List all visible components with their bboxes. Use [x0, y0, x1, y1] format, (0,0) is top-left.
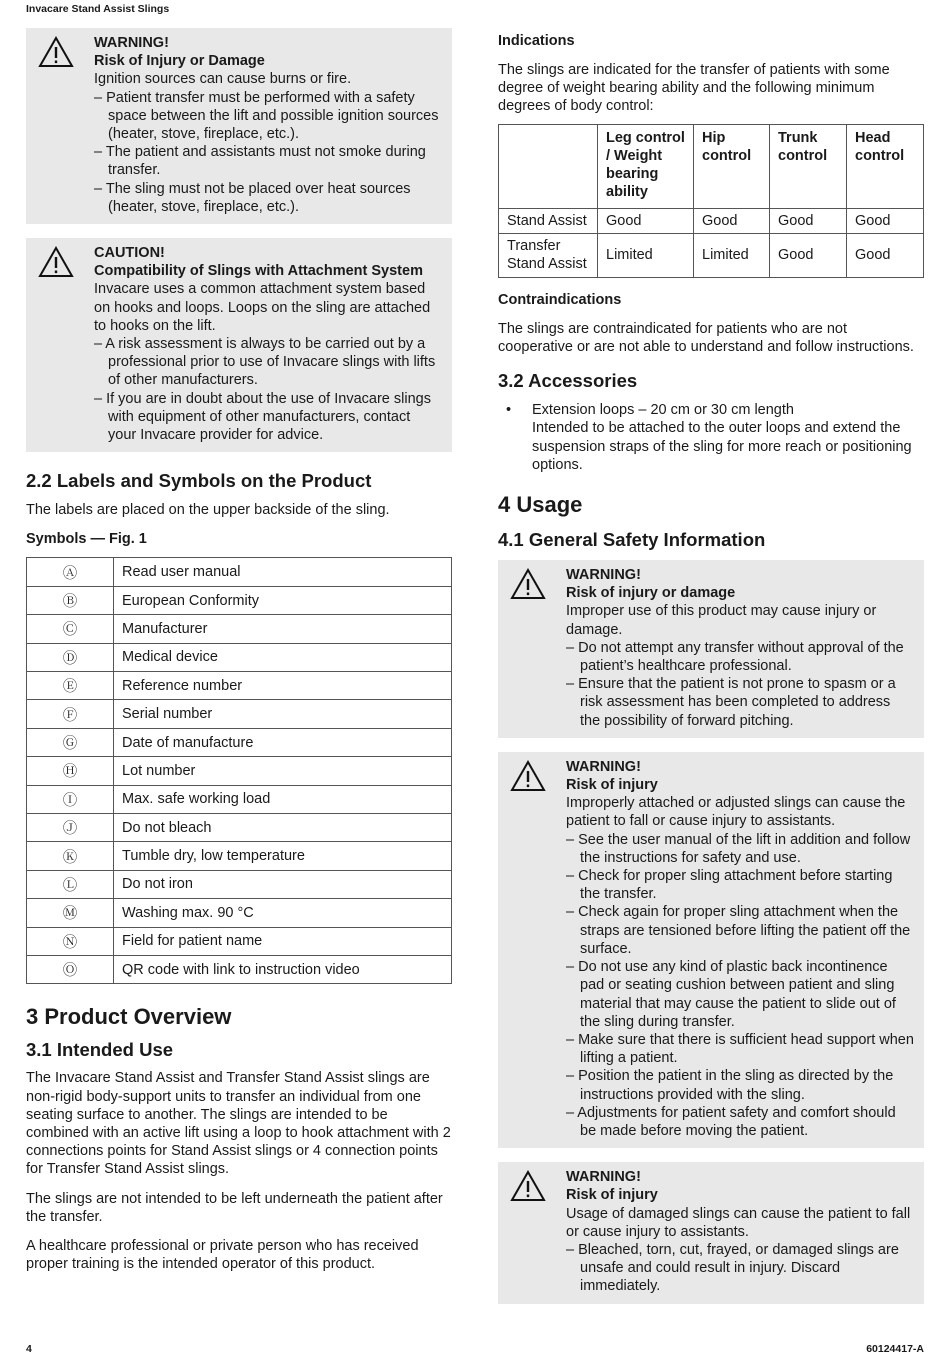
notice-list [94, 89, 442, 216]
symbol-letter: Ⓔ [27, 672, 114, 700]
symbol-description: Manufacturer [114, 615, 452, 643]
symbol-row [27, 842, 452, 870]
notice-kind: WARNING! [566, 758, 641, 775]
table-row [499, 208, 924, 233]
document-number: 60124417-A [866, 1343, 924, 1355]
warning-triangle-icon [38, 36, 74, 68]
notice-list-item: – Adjustments for patient safety and comfort should be made before moving the patient. [566, 1104, 914, 1140]
notice-intro: Ignition sources can cause burns or fire. [94, 71, 352, 88]
body-control-table [498, 124, 924, 278]
symbol-description: QR code with link to instruction video [114, 955, 452, 983]
bullet: • [506, 402, 512, 419]
symbol-letter: Ⓖ [27, 728, 114, 756]
symbol-row [27, 955, 452, 983]
notice-list-item: – Bleached, torn, cut, frayed, or damaged slings are unsafe and could result in injury. Discard immediately. [566, 1241, 914, 1296]
notice-intro: Usage of damaged slings can cause the patient to fall or cause injury to assistants. [566, 1205, 911, 1240]
notice-list-item: – Patient transfer must be performed with a safety space between the lift and possible ignition sources (heater, stove, fireplace, etc.). [94, 89, 442, 144]
symbol-row [27, 643, 452, 671]
table-cell: Good [770, 208, 847, 233]
caution-notice-compatibility [26, 238, 452, 452]
symbol-letter: Ⓘ [27, 785, 114, 813]
symbols-caption: Symbols — Fig. 1 [26, 531, 147, 548]
symbol-letter: Ⓝ [27, 927, 114, 955]
notice-list [566, 831, 914, 1140]
warning-notice-attachment [498, 752, 924, 1148]
notice-list [94, 335, 442, 444]
table-header-cell [499, 124, 598, 208]
symbol-row [27, 586, 452, 614]
table-cell: Good [847, 208, 924, 233]
labels-text: The labels are placed on the upper backside of the sling. [26, 502, 390, 519]
warning-notice-improper-use [498, 560, 924, 738]
symbol-row [27, 700, 452, 728]
left-column [26, 28, 452, 1273]
notice-list-item: – Check for proper sling attachment before starting the transfer. [566, 867, 914, 903]
notice-kind: WARNING! [566, 1169, 641, 1186]
notice-intro: Improperly attached or adjusted slings can cause the patient to fall or cause injury to assistants. [566, 795, 906, 830]
intended-use-paragraph-3: A healthcare professional or private person who has received proper training is the intended operator of this product. [26, 1237, 419, 1273]
symbol-letter: Ⓚ [27, 842, 114, 870]
page-number: 4 [26, 1343, 32, 1355]
symbol-letter: Ⓓ [27, 643, 114, 671]
warning-triangle-icon [38, 246, 74, 278]
table-cell: Good [770, 233, 847, 277]
notice-list-item: – Position the patient in the sling as directed by the instructions provided with the sling. [566, 1067, 914, 1103]
notice-title: Risk of injury [566, 777, 658, 794]
table-header-cell: Head control [847, 124, 924, 208]
symbol-description: Do not iron [114, 870, 452, 898]
symbol-letter: Ⓞ [27, 955, 114, 983]
contraindications-heading: Contraindications [498, 291, 622, 308]
symbol-description: Max. safe working load [114, 785, 452, 813]
symbol-row [27, 785, 452, 813]
warning-triangle-icon [510, 760, 546, 792]
table-header-row [499, 124, 924, 208]
symbol-letter: Ⓕ [27, 700, 114, 728]
symbol-description: Do not bleach [114, 813, 452, 841]
notice-list-item: – The patient and assistants must not smoke during transfer. [94, 143, 442, 179]
symbol-letter: Ⓗ [27, 757, 114, 785]
table-row-label: Transfer Stand Assist [499, 233, 598, 277]
symbol-row [27, 927, 452, 955]
notice-title: Compatibility of Slings with Attachment System [94, 263, 423, 280]
symbol-row [27, 672, 452, 700]
notice-list [566, 639, 914, 730]
indications-heading: Indications [498, 33, 575, 49]
notice-kind: CAUTION! [94, 245, 165, 262]
table-cell: Good [847, 233, 924, 277]
symbol-description: Tumble dry, low temperature [114, 842, 452, 870]
section-heading-general-safety: 4.1 General Safety Information [498, 529, 766, 551]
symbol-description: Medical device [114, 643, 452, 671]
symbol-description: Field for patient name [114, 927, 452, 955]
symbol-row [27, 870, 452, 898]
warning-notice-ignition [26, 28, 452, 224]
symbol-description: Serial number [114, 700, 452, 728]
notice-list-item: – Do not use any kind of plastic back incontinence pad or seating cushion between patient and sling material that may cause the patient to slide out of the sling during transfer. [566, 958, 914, 1031]
symbols-table [26, 557, 452, 984]
symbol-letter: Ⓛ [27, 870, 114, 898]
intended-use-paragraph-2: The slings are not intended to be left underneath the patient after the transfer. [26, 1190, 443, 1225]
symbol-letter: Ⓙ [27, 813, 114, 841]
symbol-row [27, 757, 452, 785]
notice-list-item: – A risk assessment is always to be carried out by a professional prior to use of Invacare slings with lifts of other manufacturers. [94, 335, 442, 390]
notice-kind: WARNING! [94, 35, 169, 51]
contraindications-text: The slings are contraindicated for patients who are not cooperative or are not able to understand and follow instructions. [498, 320, 914, 356]
notice-intro: Invacare uses a common attachment system based on hooks and loops. Loops on the sling are attached to hooks on the lift. [94, 281, 431, 334]
table-cell: Good [598, 208, 694, 233]
table-cell: Limited [598, 233, 694, 277]
symbol-description: Lot number [114, 757, 452, 785]
notice-list-item: – The sling must not be placed over heat sources (heater, stove, fireplace, etc.). [94, 180, 442, 216]
warning-notice-damaged-slings [498, 1162, 924, 1303]
symbol-letter: Ⓐ [27, 558, 114, 586]
symbol-description: Date of manufacture [114, 728, 452, 756]
accessory-text: Intended to be attached to the outer loops and extend the suspension straps of the sling for more reach or positioning options. [532, 420, 912, 473]
running-header: Invacare Stand Assist Slings [26, 3, 170, 15]
accessory-item [498, 401, 924, 474]
symbol-letter: Ⓒ [27, 615, 114, 643]
notice-list-item: – Check again for proper sling attachment when the straps are tensioned before lifting the patient off the surface. [566, 903, 914, 958]
symbol-letter: Ⓜ [27, 899, 114, 927]
section-heading-product-overview: 3 Product Overview [26, 1004, 232, 1030]
symbol-description: Washing max. 90 °C [114, 899, 452, 927]
table-row-label: Stand Assist [499, 208, 598, 233]
table-cell: Limited [694, 233, 770, 277]
symbol-row [27, 615, 452, 643]
notice-kind: WARNING! [566, 567, 641, 584]
symbol-row [27, 558, 452, 586]
warning-triangle-icon [510, 1170, 546, 1202]
right-column [498, 32, 924, 1304]
section-heading-usage: 4 Usage [498, 492, 583, 518]
accessory-title: Extension loops – 20 cm or 30 cm length [532, 402, 794, 419]
notice-intro: Improper use of this product may cause injury or damage. [566, 603, 877, 638]
notice-title: Risk of injury [566, 1187, 658, 1204]
symbol-row [27, 813, 452, 841]
intended-use-paragraph-1: The Invacare Stand Assist and Transfer Stand Assist slings are non-rigid body-support units to transfer an individual from one seating surface to another. The slings are intended to be combined with an active lift using a loop to hook attachment with 2 connections points for Stand Assist slings or 4 connection points for Transfer Stand Assist slings. [26, 1070, 451, 1178]
section-heading-accessories: 3.2 Accessories [498, 370, 638, 392]
notice-list-item: – See the user manual of the lift in addition and follow the instructions for safety and use. [566, 831, 914, 867]
table-header-cell: Leg control / Weight bearing ability [598, 124, 694, 208]
symbol-description: Read user manual [114, 558, 452, 586]
symbol-row [27, 899, 452, 927]
notice-title: Risk of injury or damage [566, 585, 736, 602]
section-heading-intended-use: 3.1 Intended Use [26, 1039, 174, 1061]
table-header-cell: Hip control [694, 124, 770, 208]
indications-text: The slings are indicated for the transfer of patients with some degree of weight bearing ability and the following minimum degrees of body control: [498, 62, 890, 115]
symbol-description: Reference number [114, 672, 452, 700]
symbol-row [27, 728, 452, 756]
notice-list-item: – Do not attempt any transfer without approval of the patient’s healthcare professional. [566, 639, 914, 675]
table-row [499, 233, 924, 277]
section-heading-labels-symbols: 2.2 Labels and Symbols on the Product [26, 470, 372, 492]
notice-list-item: – Ensure that the patient is not prone to spasm or a risk assessment has been completed to address the possibility of forward pitching. [566, 675, 914, 730]
notice-list-item: – Make sure that there is sufficient head support when lifting a patient. [566, 1031, 914, 1067]
table-cell: Good [694, 208, 770, 233]
symbol-description: European Conformity [114, 586, 452, 614]
symbol-letter: Ⓑ [27, 586, 114, 614]
table-header-cell: Trunk control [770, 124, 847, 208]
notice-title: Risk of Injury or Damage [94, 53, 265, 70]
notice-list [566, 1241, 914, 1296]
notice-list-item: – If you are in doubt about the use of Invacare slings with equipment of other manufacturers, contact your Invacare provider for advice. [94, 390, 442, 445]
warning-triangle-icon [510, 568, 546, 600]
